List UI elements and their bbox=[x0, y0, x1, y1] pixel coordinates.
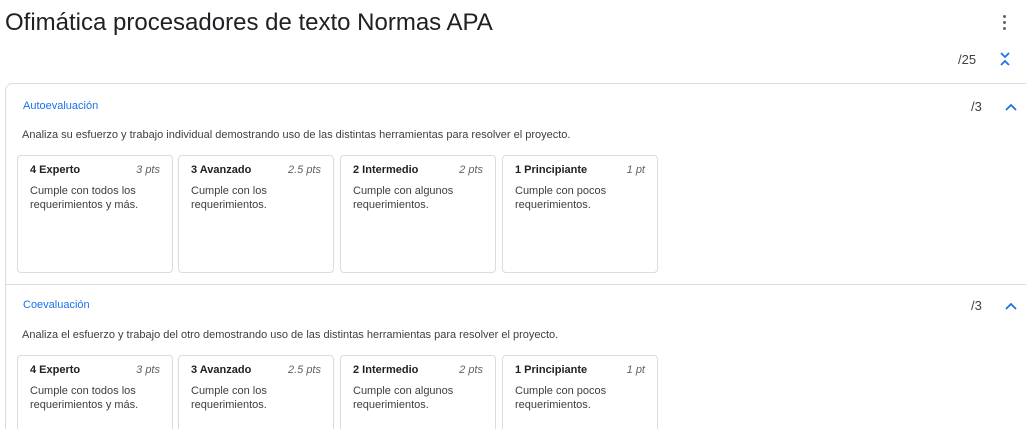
level-card bbox=[502, 155, 658, 273]
level-points: 3 pts bbox=[136, 364, 160, 376]
level-card bbox=[17, 355, 173, 429]
level-points: 2.5 pts bbox=[287, 164, 321, 176]
chevron-up-icon[interactable] bbox=[1003, 298, 1019, 314]
level-name: 2 Intermedio bbox=[353, 164, 419, 176]
level-name: 2 Intermedio bbox=[353, 364, 419, 376]
criterion-score: /3 bbox=[971, 298, 982, 313]
level-card bbox=[17, 155, 173, 273]
criterion-panel-coevaluacion bbox=[5, 284, 1026, 429]
level-card bbox=[502, 355, 658, 429]
criterion-title[interactable]: Coevaluación bbox=[23, 299, 90, 311]
level-card bbox=[340, 155, 496, 273]
level-name: 3 Avanzado bbox=[191, 164, 252, 176]
criterion-title[interactable]: Autoevaluación bbox=[23, 100, 99, 112]
level-points: 3 pts bbox=[136, 164, 160, 176]
level-points: 2.5 pts bbox=[287, 364, 321, 376]
level-description: Cumple con los requerimientos. bbox=[191, 185, 267, 211]
unfold-less-icon[interactable] bbox=[996, 50, 1014, 68]
level-name: 1 Principiante bbox=[515, 364, 588, 376]
level-name: 4 Experto bbox=[30, 164, 81, 176]
criterion-panel-autoevaluacion bbox=[5, 83, 1026, 285]
level-description: Cumple con todos los requerimientos y más. bbox=[30, 385, 139, 411]
level-points: 1 pt bbox=[626, 164, 645, 176]
level-name: 1 Principiante bbox=[515, 164, 588, 176]
chevron-up-icon[interactable] bbox=[1003, 99, 1019, 115]
level-points: 2 pts bbox=[459, 164, 483, 176]
level-points: 1 pt bbox=[626, 364, 645, 376]
level-description: Cumple con todos los requerimientos y más. bbox=[30, 185, 139, 211]
more-vert-icon[interactable] bbox=[994, 11, 1014, 33]
level-description: Cumple con pocos requerimientos. bbox=[515, 185, 607, 211]
level-points: 2 pts bbox=[459, 364, 483, 376]
level-name: 4 Experto bbox=[30, 364, 81, 376]
level-description: Cumple con pocos requerimientos. bbox=[515, 385, 607, 411]
criterion-score: /3 bbox=[971, 99, 982, 114]
level-description: Cumple con los requerimientos. bbox=[191, 385, 267, 411]
level-card bbox=[178, 155, 334, 273]
criterion-description: Analiza su esfuerzo y trabajo individual demostrando uso de las distintas herramientas para resolver el proyecto. bbox=[22, 129, 571, 141]
level-description: Cumple con algunos requerimientos. bbox=[353, 385, 454, 411]
rubric-title: Ofimática procesadores de texto Normas APA bbox=[5, 9, 493, 36]
level-description: Cumple con algunos requerimientos. bbox=[353, 185, 454, 211]
level-card bbox=[340, 355, 496, 429]
level-name: 3 Avanzado bbox=[191, 364, 252, 376]
level-card bbox=[178, 355, 334, 429]
rubric-total-score: /25 bbox=[958, 52, 977, 67]
criterion-description: Analiza el esfuerzo y trabajo del otro demostrando uso de las distintas herramientas para resolver el proyecto. bbox=[22, 329, 559, 341]
